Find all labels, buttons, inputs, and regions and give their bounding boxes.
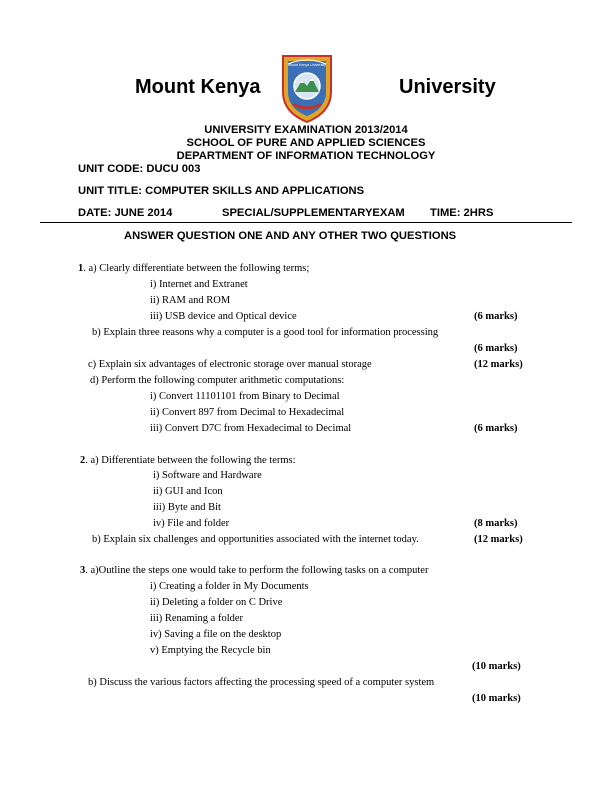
question-2-a-marks: (8 marks) (474, 518, 518, 529)
question-1-d-item: iii) Convert D7C from Hexadecimal to Decimal (150, 423, 352, 434)
question-3-number: 3 (80, 565, 86, 576)
question-1-a-item: ii) RAM and ROM (150, 295, 231, 306)
question-2-number: 2 (80, 455, 86, 466)
question-3-b-marks: (10 marks) (472, 693, 521, 704)
question-3-a-item: iv) Saving a file on the desktop (150, 629, 282, 640)
header-divider (40, 222, 572, 223)
question-1-part-b: b) Explain three reasons why a computer is a good tool for information processing (92, 327, 439, 338)
question-1-number: 1 (78, 263, 84, 274)
question-2-a-item: iii) Byte and Bit (153, 502, 221, 513)
question-3-part-a: 3. a)Outline the steps one would take to perform the following tasks on a computer (80, 565, 429, 576)
question-1-b-marks: (6 marks) (474, 343, 518, 354)
question-3-a-item: i) Creating a folder in My Documents (150, 581, 309, 592)
question-1-c-marks: (12 marks) (474, 359, 523, 370)
question-3-a-item: ii) Deleting a folder on C Drive (150, 597, 283, 608)
department-name: DEPARTMENT OF INFORMATION TECHNOLOGY (176, 150, 436, 162)
question-1-d-marks: (6 marks) (474, 423, 518, 434)
question-2-b-marks: (12 marks) (474, 534, 523, 545)
instructions: ANSWER QUESTION ONE AND ANY OTHER TWO QUESTIONS (124, 230, 457, 242)
question-2-part-b: b) Explain six challenges and opportunities associated with the internet today. (92, 534, 419, 545)
question-1-part-d: d) Perform the following computer arithmetic computations: (90, 375, 345, 386)
question-2-a-item: ii) GUI and Icon (153, 486, 223, 497)
question-1-part-a: 1. a) Clearly differentiate between the following terms; (78, 263, 310, 274)
school-name: SCHOOL OF PURE AND APPLIED SCIENCES (186, 137, 426, 149)
university-name-right: University (399, 76, 496, 98)
question-3-a-marks: (10 marks) (472, 661, 521, 672)
logo-text: Mount Kenya University (288, 63, 326, 67)
exam-title: UNIVERSITY EXAMINATION 2013/2014 (204, 124, 408, 136)
question-1-a-item: iii) USB device and Optical device (150, 311, 297, 322)
question-2-part-a: 2. a) Differentiate between the following the terms: (80, 455, 296, 466)
question-1-a-item: i) Internet and Extranet (150, 279, 248, 290)
question-2-a-item: i) Software and Hardware (153, 470, 262, 481)
exam-type: SPECIAL/SUPPLEMENTARYEXAM (222, 207, 405, 219)
unit-title: UNIT TITLE: COMPUTER SKILLS AND APPLICATIONS (78, 185, 365, 197)
question-3-a-item: v) Emptying the Recycle bin (150, 645, 271, 656)
unit-code: UNIT CODE: DUCU 003 (78, 163, 201, 175)
question-1-part-c: c) Explain six advantages of electronic storage over manual storage (88, 359, 372, 370)
university-name-left: Mount Kenya (135, 76, 261, 98)
question-1-a-marks: (6 marks) (474, 311, 518, 322)
exam-time: TIME: 2HRS (430, 207, 494, 219)
question-1-d-item: i) Convert 11101101 from Binary to Decimal (150, 391, 340, 402)
question-1-d-item: ii) Convert 897 from Decimal to Hexadecimal (150, 407, 345, 418)
exam-date: DATE: JUNE 2014 (78, 207, 173, 219)
question-3-a-item: iii) Renaming a folder (150, 613, 244, 624)
university-crest-logo (279, 52, 335, 124)
question-3-part-b: b) Discuss the various factors affecting the processing speed of a computer system (88, 677, 435, 688)
question-2-a-item: iv) File and folder (153, 518, 230, 529)
